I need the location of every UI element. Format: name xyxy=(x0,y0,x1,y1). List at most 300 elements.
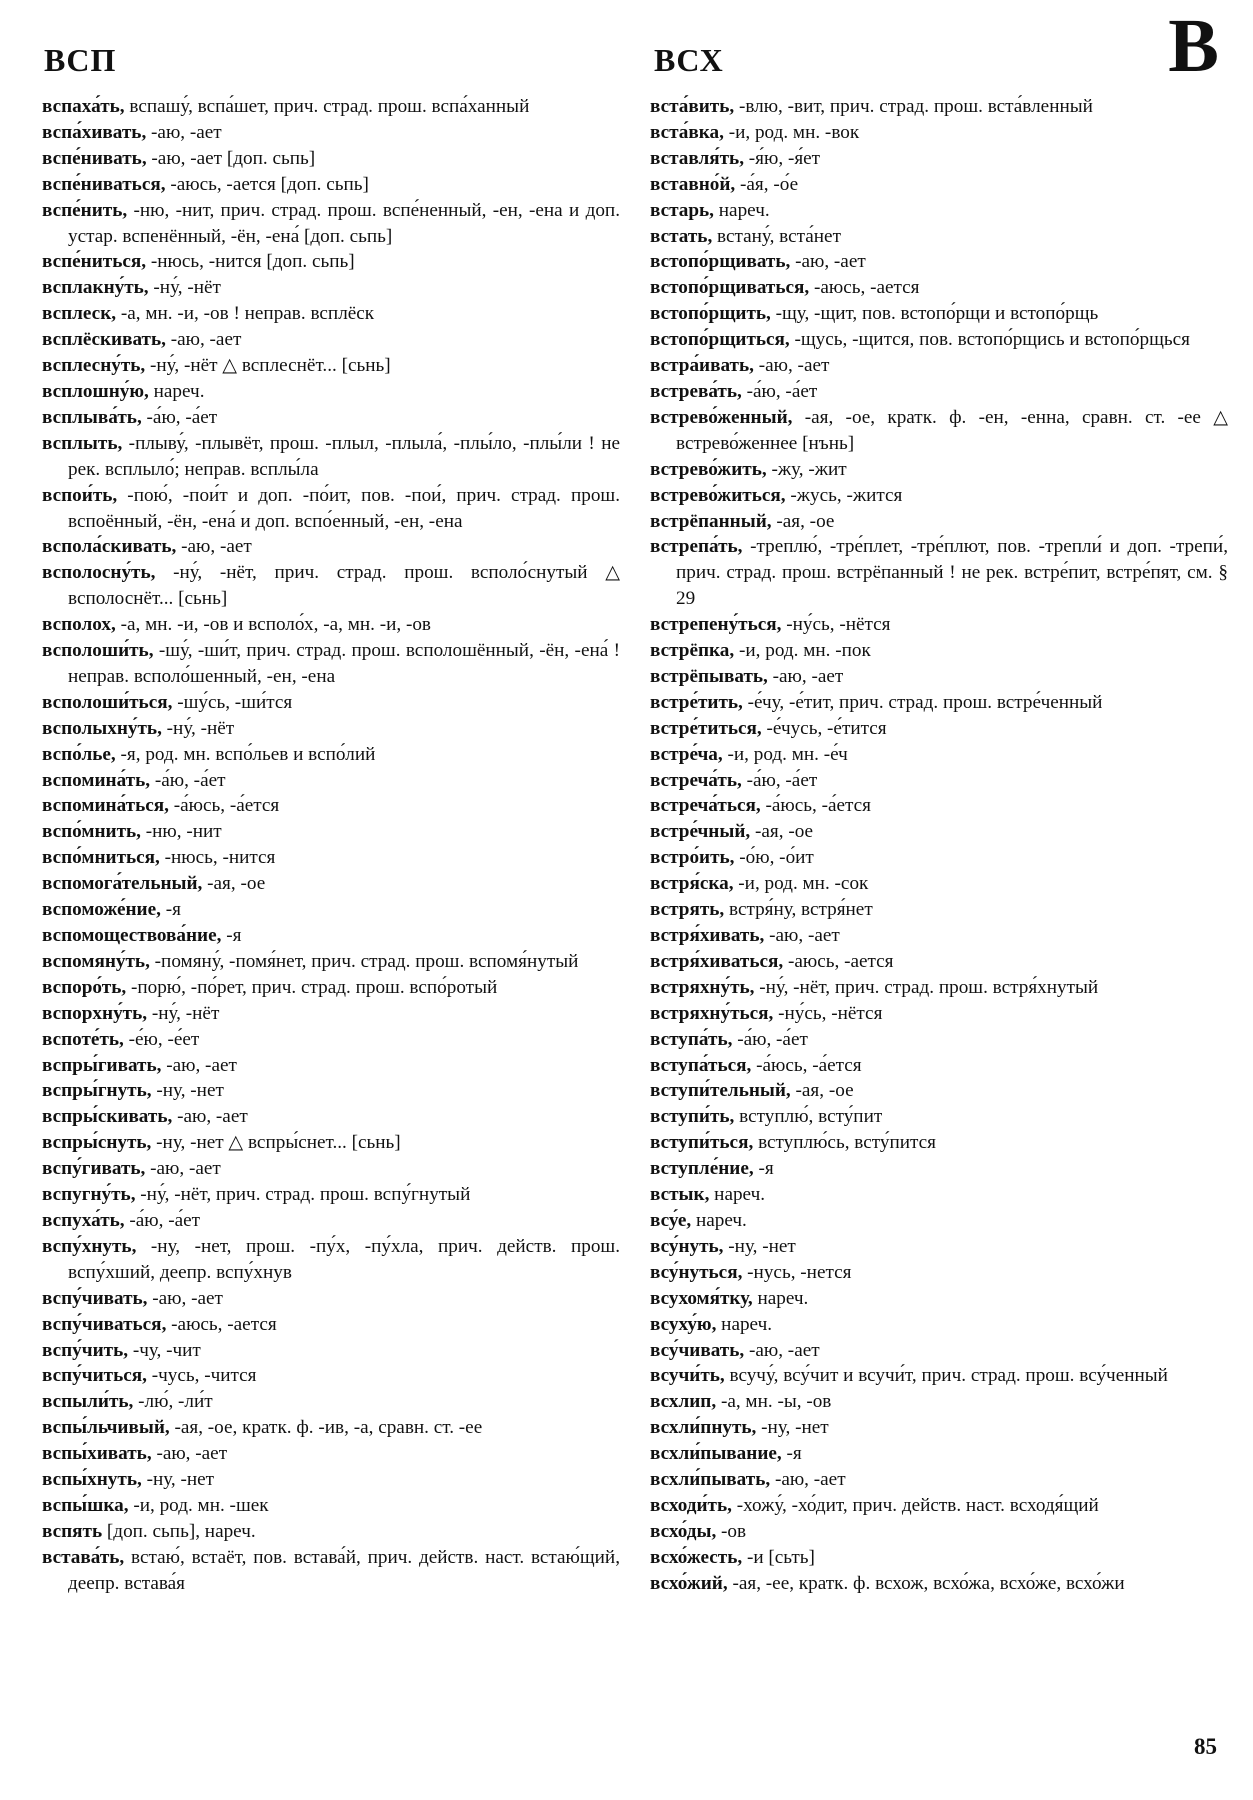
entry-grammar: -пою́, -пои́т и доп. -по́ит, пов. -пои́, прич. страд. прош. вспоённый, -ён, -ена́ и доп. вспо́енный, -ен, -ена xyxy=(68,484,620,532)
headword: вста́вить, xyxy=(650,96,735,117)
dictionary-entry xyxy=(42,1415,620,1441)
dictionary-entry xyxy=(650,1363,1228,1389)
entry-grammar: встаю́, встаёт, пов. встава́й, прич. действ. наст. встаю́щий, деепр. встава́я xyxy=(68,1546,620,1594)
dictionary-entry xyxy=(42,120,620,146)
entry-grammar: -а́ю, -а́ет xyxy=(141,406,218,428)
dictionary-entry xyxy=(650,1104,1228,1130)
entry-grammar: -ну, -нет xyxy=(723,1235,796,1257)
entry-grammar: -аю, -ает xyxy=(151,1443,228,1465)
entry-grammar: -а, мн. -ы, -ов xyxy=(716,1391,832,1413)
dictionary-entry xyxy=(42,379,620,405)
entry-grammar: -аю, -ает xyxy=(767,665,844,687)
headword: вставля́ть, xyxy=(650,147,744,169)
dictionary-entry xyxy=(650,1260,1228,1286)
entry-grammar: -а́юсь, -а́ется xyxy=(760,795,871,817)
dictionary-entry xyxy=(42,405,620,431)
headword: всполох, xyxy=(42,614,116,636)
headword: встрёпка, xyxy=(650,640,735,662)
headword: встреча́ть, xyxy=(650,769,742,791)
headword: всполыхну́ть, xyxy=(42,717,162,739)
headword: всполосну́ть, xyxy=(42,562,156,584)
entry-grammar: -а́ю, -а́ет xyxy=(124,1209,201,1231)
dictionary-entry xyxy=(42,1208,620,1234)
dictionary-entry xyxy=(42,1182,620,1208)
headword: вспу́чиваться, xyxy=(42,1313,167,1335)
dictionary-entry xyxy=(42,301,620,327)
left-column xyxy=(42,94,620,1597)
dictionary-entry xyxy=(650,638,1228,664)
dictionary-entry xyxy=(650,1234,1228,1260)
entry-grammar: -хожу́, -хо́дит, прич. действ. наст. всходя́щий xyxy=(731,1494,1099,1516)
headword: встрево́житься, xyxy=(650,484,786,506)
entry-grammar: -а́я, -о́е xyxy=(735,173,799,195)
entry-grammar: -чусь, -чится xyxy=(146,1365,257,1387)
dictionary-entry xyxy=(42,327,620,353)
entry-grammar: встану́, вста́нет xyxy=(712,225,841,247)
dictionary-entry xyxy=(650,871,1228,897)
headword: всхо́жесть, xyxy=(650,1546,743,1568)
dictionary-entry xyxy=(650,1053,1228,1079)
headword: всплыва́ть, xyxy=(42,406,142,428)
dictionary-entry xyxy=(42,1338,620,1364)
headword: встряхну́ться, xyxy=(650,1002,774,1024)
dictionary-entry xyxy=(650,405,1228,457)
dictionary-entry xyxy=(650,716,1228,742)
entry-grammar: -ая, -ее, кратк. ф. всхож, всхо́жа, всхо́же, всхо́жи xyxy=(727,1572,1125,1594)
dictionary-entry xyxy=(650,353,1228,379)
entry-grammar: -ну́сь, -нётся xyxy=(773,1002,883,1024)
dictionary-entry xyxy=(650,301,1228,327)
headword: вспои́ть, xyxy=(42,484,118,506)
dictionary-entry xyxy=(650,690,1228,716)
dictionary-entry xyxy=(42,1001,620,1027)
headword: встава́ть, xyxy=(42,1546,125,1568)
dictionary-entry xyxy=(42,198,620,250)
page-number: 85 xyxy=(1194,1734,1217,1759)
headword: вступи́ть, xyxy=(650,1106,735,1128)
dictionary-entry xyxy=(650,949,1228,975)
entry-grammar: -ну́сь, -нётся xyxy=(781,614,891,636)
dictionary-entry xyxy=(650,1027,1228,1053)
headword: вступле́ние, xyxy=(650,1158,754,1180)
entry-grammar: нареч. xyxy=(716,1313,773,1335)
dictionary-entry xyxy=(42,897,620,923)
headword: вспомога́тельный, xyxy=(42,873,203,895)
dictionary-entry xyxy=(42,1312,620,1338)
dictionary-entry xyxy=(42,768,620,794)
entry-grammar: -я xyxy=(781,1443,802,1465)
entry-grammar: -ая, -ое, кратк. ф. -ен, -енна, сравн. ст. -ее △ встрево́женнее [нънь] xyxy=(676,406,1228,454)
headword: вспы́хивать, xyxy=(42,1443,152,1465)
dictionary-entry xyxy=(650,534,1228,612)
headword: всплёскивать, xyxy=(42,329,166,351)
entry-grammar: -а́юсь, -а́ется xyxy=(751,1054,862,1076)
entry-grammar: вступлю́, всту́пит xyxy=(734,1106,883,1128)
dictionary-entry xyxy=(42,249,620,275)
entry-grammar: -ну́, -нёт △ всплеснёт... [сьнь] xyxy=(145,355,391,377)
entry-grammar: -чу, -чит xyxy=(128,1339,201,1361)
dictionary-entry xyxy=(42,638,620,690)
entry-grammar: -жу, -жит xyxy=(766,458,847,480)
dictionary-entry xyxy=(650,742,1228,768)
entry-grammar: -нюсь, -нится xyxy=(159,847,276,869)
entry-grammar: -ну́, -нёт xyxy=(161,717,235,739)
entry-grammar: -помяну́, -помя́нет, прич. страд. прош. вспомя́нутый xyxy=(149,950,579,972)
headword: всхо́жий, xyxy=(650,1572,728,1594)
headword: вспоте́ть, xyxy=(42,1028,124,1050)
dictionary-entry xyxy=(650,897,1228,923)
entry-grammar: -щусь, -щится, пов. встопо́рщись и встопо́рщься xyxy=(789,329,1190,351)
headword: вспры́гнуть, xyxy=(42,1080,152,1102)
entry-grammar: встря́ну, встря́нет xyxy=(724,899,873,921)
headword: вспу́читься, xyxy=(42,1365,147,1387)
headword: всплесну́ть, xyxy=(42,355,146,377)
dictionary-entry xyxy=(42,949,620,975)
headword: вспы́хнуть, xyxy=(42,1469,142,1491)
entry-grammar: -аю, -ает xyxy=(146,121,222,143)
entry-grammar: -аю, -ает xyxy=(176,536,252,558)
headword: всхли́пывание, xyxy=(650,1443,782,1465)
dictionary-entry xyxy=(42,275,620,301)
headword: вспо́мнить, xyxy=(42,821,141,843)
entry-grammar: -ну́, -нёт, прич. страд. прош. вспу́гнутый xyxy=(135,1184,471,1206)
entry-grammar: -треплю́, -тре́плет, -тре́плют, пов. -трепли́ и доп. -трепи́, прич. страд. прош. встрёпанный ! не рек. встре́пит, встре́пят, см. § 29 xyxy=(676,536,1228,610)
headword: вста́вка, xyxy=(650,121,724,143)
entry-grammar: -жусь, -жится xyxy=(785,484,903,506)
entry-grammar: -а́ю, -а́ет xyxy=(732,1028,808,1050)
entry-grammar: -а́ю, -а́ет xyxy=(150,769,226,791)
entry-grammar: -влю, -вит, прич. страд. прош. вста́вленный xyxy=(734,96,1093,117)
dictionary-entry xyxy=(42,1130,620,1156)
entry-grammar: -и, род. мн. -сок xyxy=(733,873,869,895)
entry-grammar: -аю, -ает xyxy=(147,1287,223,1309)
headword: всхли́пнуть, xyxy=(650,1417,757,1439)
dictionary-entry xyxy=(42,793,620,819)
dictionary-entry xyxy=(650,1156,1228,1182)
dictionary-entry xyxy=(650,1415,1228,1441)
headword: вспу́гивать, xyxy=(42,1158,146,1180)
dictionary-entry xyxy=(650,327,1228,353)
headword: вспу́чивать, xyxy=(42,1287,148,1309)
entry-grammar: -е́чусь, -е́тится xyxy=(761,717,887,739)
dictionary-entry xyxy=(650,457,1228,483)
entry-grammar: -шу́, -ши́т, прич. страд. прош. всполошённый, -ён, -ена́ ! неправ. всполо́шенный, -ен, -ена xyxy=(68,640,620,687)
dictionary-entry xyxy=(650,379,1228,405)
dictionary-entry xyxy=(42,1286,620,1312)
headword: встрепену́ться, xyxy=(650,614,782,636)
headword: вспаха́ть, xyxy=(42,96,125,117)
dictionary-entry xyxy=(650,1519,1228,1545)
dictionary-entry xyxy=(42,1545,620,1597)
headword: вспоможе́ние, xyxy=(42,899,161,921)
headword: вспры́скивать, xyxy=(42,1106,173,1128)
headword: вспомяну́ть, xyxy=(42,950,150,972)
dictionary-entry xyxy=(42,716,620,742)
headword: встра́ивать, xyxy=(650,355,754,377)
headword: встать, xyxy=(650,225,713,247)
entry-grammar: -плыву́, -плывёт, прош. -плыл, -плыла́, -плы́ло, -плы́ли ! не рек. всплыло́; неправ. всплы́ла xyxy=(68,432,620,480)
headword: вспры́гивать, xyxy=(42,1054,162,1076)
headword: вспо́мниться, xyxy=(42,847,160,869)
entry-grammar: -и, род. мн. -пок xyxy=(734,640,871,662)
headword: всплыть, xyxy=(42,432,123,454)
headword: встря́хиваться, xyxy=(650,950,784,972)
dictionary-entry xyxy=(650,793,1228,819)
headword: вспе́нивать, xyxy=(42,147,147,169)
dictionary-entry xyxy=(42,975,620,1001)
entry-grammar: -ну́, -нёт xyxy=(148,277,221,299)
entry-grammar: нареч. xyxy=(691,1209,747,1231)
headword: вспу́хнуть, xyxy=(42,1235,137,1257)
headword: вспомина́ть, xyxy=(42,769,151,791)
entry-grammar: -аюсь, -ается xyxy=(166,1313,277,1335)
entry-grammar: -а, мн. -и, -ов ! неправ. всплёск xyxy=(116,303,375,325)
headword: вспять xyxy=(42,1520,103,1542)
headword: всплеск, xyxy=(42,303,117,325)
dictionary-entry xyxy=(42,742,620,768)
dictionary-entry xyxy=(42,1441,620,1467)
dictionary-entry xyxy=(42,483,620,535)
entry-grammar: -нюсь, -нится [доп. сьпь] xyxy=(146,251,355,273)
dictionary-entry xyxy=(42,94,620,120)
headword: всплакну́ть, xyxy=(42,277,149,299)
entry-grammar: вступлю́сь, всту́пится xyxy=(753,1132,936,1154)
running-head-right: ВСХ xyxy=(654,42,724,78)
dictionary-entry xyxy=(42,1053,620,1079)
entry-grammar: нареч. xyxy=(713,199,770,221)
dictionary-entry xyxy=(42,1078,620,1104)
dictionary-entry xyxy=(650,224,1228,250)
headword: вспорхну́ть, xyxy=(42,1002,148,1024)
dictionary-entry xyxy=(42,1104,620,1130)
right-column xyxy=(650,94,1228,1597)
headword: вспры́снуть, xyxy=(42,1132,152,1154)
dictionary-entry xyxy=(650,172,1228,198)
dictionary-entry xyxy=(650,509,1228,535)
headword: вступа́ть, xyxy=(650,1028,733,1050)
entry-grammar: -аю, -ает xyxy=(764,925,840,946)
headword: всполоши́ться, xyxy=(42,691,173,713)
entry-grammar: -аю, -ает xyxy=(165,329,242,351)
dictionary-entry xyxy=(42,1467,620,1493)
headword: всу́е, xyxy=(650,1209,692,1231)
entry-grammar: -ну́, -нёт xyxy=(147,1002,220,1024)
entry-grammar: -а́ю, -а́ет xyxy=(741,380,818,402)
dictionary-entry xyxy=(650,1545,1228,1571)
entry-grammar: -а́юсь, -а́ется xyxy=(168,795,280,817)
entry-grammar: -и [сьть] xyxy=(742,1546,815,1568)
entry-grammar: -ая, -ое xyxy=(750,821,814,843)
dictionary-entry xyxy=(42,172,620,198)
entry-grammar: -лю́, -ли́т xyxy=(133,1391,213,1413)
headword: всухомя́тку, xyxy=(650,1287,753,1309)
dictionary-entry xyxy=(42,1156,620,1182)
headword: вспе́ниваться, xyxy=(42,173,166,195)
headword: встря́хивать, xyxy=(650,925,765,946)
headword: вступа́ться, xyxy=(650,1054,752,1076)
headword: встре́ча, xyxy=(650,743,723,765)
entry-grammar: -ну, -нет, прош. -пу́х, -пу́хла, прич. действ. прош. вспу́хший, деепр. вспу́хнув xyxy=(68,1235,620,1283)
entry-grammar: -е́чу, -е́тит, прич. страд. прош. встре́ченный xyxy=(742,691,1103,713)
headword: вспуха́ть, xyxy=(42,1209,125,1231)
headword: вспе́ниться, xyxy=(42,251,147,273)
entry-grammar: -ну́, -нёт, прич. страд. прош. всполо́снутый △ всполоснёт... [сьнь] xyxy=(68,562,620,610)
dictionary-entry xyxy=(42,1234,620,1286)
dictionary-entry xyxy=(650,1389,1228,1415)
dictionary-entry xyxy=(650,1001,1228,1027)
dictionary-entry xyxy=(42,146,620,172)
dictionary-entry xyxy=(42,560,620,612)
entry-grammar: вспашу́, вспа́шет, прич. страд. прош. вспа́ханный xyxy=(124,96,530,117)
dictionary-entry xyxy=(650,1441,1228,1467)
entry-grammar: -аю, -ает xyxy=(744,1339,820,1361)
headword: встре́тить, xyxy=(650,691,743,713)
headword: вспомоществова́ние, xyxy=(42,925,222,946)
entry-grammar: -я xyxy=(753,1158,774,1180)
headword: встре́титься, xyxy=(650,717,762,739)
headword: всу́нуться, xyxy=(650,1261,743,1283)
headword: встрево́жить, xyxy=(650,458,767,480)
entry-grammar: нареч. xyxy=(752,1287,809,1309)
headword: вспомина́ться, xyxy=(42,795,169,817)
dictionary-entry xyxy=(42,819,620,845)
headword: встрепа́ть, xyxy=(650,536,743,558)
headword: встрево́женный, xyxy=(650,406,793,428)
dictionary-entry xyxy=(650,768,1228,794)
entry-grammar: -аю, -ает xyxy=(172,1106,248,1128)
entry-grammar: -аю, -ает xyxy=(753,355,830,377)
headword: всу́нуть, xyxy=(650,1235,724,1257)
entry-grammar: -ну, -нет xyxy=(141,1469,215,1491)
dictionary-entry xyxy=(42,690,620,716)
dictionary-entry xyxy=(42,871,620,897)
entry-grammar: -я, род. мн. вспо́льев и вспо́лий xyxy=(115,743,376,765)
dictionary-entry xyxy=(650,249,1228,275)
headword: всхо́ды, xyxy=(650,1520,717,1542)
headword: вспоро́ть, xyxy=(42,976,127,998)
dictionary-entry xyxy=(42,431,620,483)
dictionary-entry xyxy=(42,612,620,638)
dictionary-entry xyxy=(650,146,1228,172)
entry-grammar: -аюсь, -ается xyxy=(783,950,894,972)
headword: встарь, xyxy=(650,199,714,221)
headword: вспа́хивать, xyxy=(42,121,147,143)
headword: встря́ска, xyxy=(650,873,734,895)
headword: вспо́лье, xyxy=(42,743,116,765)
entry-grammar: -я́ю, -я́ет xyxy=(744,147,821,169)
headword: встро́ить, xyxy=(650,847,735,869)
entry-grammar: -ну, -нет xyxy=(756,1417,829,1439)
entry-grammar: -ню, -нит xyxy=(140,821,222,843)
dictionary-entry xyxy=(650,1312,1228,1338)
headword: встрёпывать, xyxy=(650,665,768,687)
entry-grammar: -аю, -ает xyxy=(161,1054,237,1076)
entry-grammar: -аю, -ает [доп. сьпь] xyxy=(146,147,316,169)
entry-grammar: -ов xyxy=(716,1520,747,1542)
entry-grammar: -порю́, -по́рет, прич. страд. прош. вспо́ротый xyxy=(126,976,498,998)
dictionary-entry xyxy=(650,1286,1228,1312)
entry-grammar: -я xyxy=(160,899,181,921)
headword: вставно́й, xyxy=(650,173,736,195)
dictionary-entry xyxy=(42,353,620,379)
dictionary-entry xyxy=(650,198,1228,224)
dictionary-entry xyxy=(650,1182,1228,1208)
dictionary-entry xyxy=(42,534,620,560)
dictionary-entry xyxy=(42,1389,620,1415)
entry-grammar: -ну, -нет △ вспры́снет... [сьнь] xyxy=(151,1132,401,1154)
dictionary-entry xyxy=(650,1493,1228,1519)
headword: встопо́рщить, xyxy=(650,303,771,325)
dictionary-entry xyxy=(650,94,1228,120)
headword: всплошну́ю, xyxy=(42,380,149,402)
entry-grammar: -аю, -ает xyxy=(790,251,866,273)
dictionary-entry xyxy=(650,1338,1228,1364)
dictionary-entry xyxy=(650,483,1228,509)
entry-grammar: -шу́сь, -ши́тся xyxy=(172,691,293,713)
dictionary-entry xyxy=(650,1130,1228,1156)
headword: всхлип, xyxy=(650,1391,717,1413)
dictionary-entry xyxy=(650,120,1228,146)
headword: встряхну́ть, xyxy=(650,976,755,998)
entry-grammar: -аю, -ает xyxy=(770,1469,846,1491)
headword: всучи́ть, xyxy=(650,1365,725,1387)
entry-grammar: -о́ю, -о́ит xyxy=(734,847,814,869)
entry-grammar: нареч. xyxy=(148,380,205,402)
headword: всхли́пывать, xyxy=(650,1469,771,1491)
headword: встык, xyxy=(650,1184,710,1206)
dictionary-entry xyxy=(650,275,1228,301)
dictionary-entry xyxy=(650,1078,1228,1104)
entry-grammar: -и, род. мн. -вок xyxy=(723,121,860,143)
entry-grammar: -щу, -щит, пов. встопо́рщи и встопо́рщь xyxy=(770,303,1099,325)
dictionary-entry xyxy=(650,819,1228,845)
dictionary-entry xyxy=(42,1519,620,1545)
headword: вспыли́ть, xyxy=(42,1391,134,1413)
entry-grammar: -и, род. мн. -шек xyxy=(128,1494,269,1516)
entry-grammar: -ну, -нет xyxy=(151,1080,224,1102)
headword: вспе́нить, xyxy=(42,199,128,221)
entry-grammar: -ая, -ое xyxy=(202,873,266,895)
headword: вспу́чить, xyxy=(42,1339,129,1361)
headword: вступи́тельный, xyxy=(650,1080,791,1102)
dictionary-entry xyxy=(42,1493,620,1519)
section-letter: В xyxy=(1168,4,1219,88)
entry-grammar: [доп. сьпь], нареч. xyxy=(102,1520,256,1542)
dictionary-entry xyxy=(650,923,1228,949)
dictionary-entry xyxy=(650,664,1228,690)
headword: всполоши́ть, xyxy=(42,640,154,662)
headword: встопо́рщиваться, xyxy=(650,277,810,299)
headword: встопо́рщивать, xyxy=(650,251,791,273)
entry-grammar: -ню, -нит, прич. страд. прош. вспе́ненный, -ен, -ена и доп. устар. вспенённый, -ён, -ена́ [доп. сьпь] xyxy=(68,199,620,247)
dictionary-entry xyxy=(650,975,1228,1001)
headword: всу́чивать, xyxy=(650,1339,745,1361)
headword: вспы́шка, xyxy=(42,1494,129,1516)
entry-grammar: -нусь, -нется xyxy=(742,1261,852,1283)
entry-grammar: -и, род. мн. -е́ч xyxy=(722,743,848,765)
entry-grammar: нареч. xyxy=(709,1184,766,1206)
entry-grammar: -аю, -ает xyxy=(145,1158,221,1180)
entry-grammar: -е́ю, -е́ет xyxy=(123,1028,200,1050)
entry-grammar: -ая, -ое xyxy=(771,510,835,532)
headword: встрева́ть, xyxy=(650,380,742,402)
entry-grammar: -ая, -ое, кратк. ф. -ив, -а, сравн. ст. -ее xyxy=(169,1417,483,1439)
entry-grammar: всучу́, всу́чит и всучи́т, прич. страд. прош. всу́ченный xyxy=(724,1365,1168,1387)
dictionary-entry xyxy=(650,1571,1228,1597)
dictionary-entry xyxy=(650,612,1228,638)
dictionary-entry xyxy=(42,845,620,871)
headword: встреча́ться, xyxy=(650,795,761,817)
